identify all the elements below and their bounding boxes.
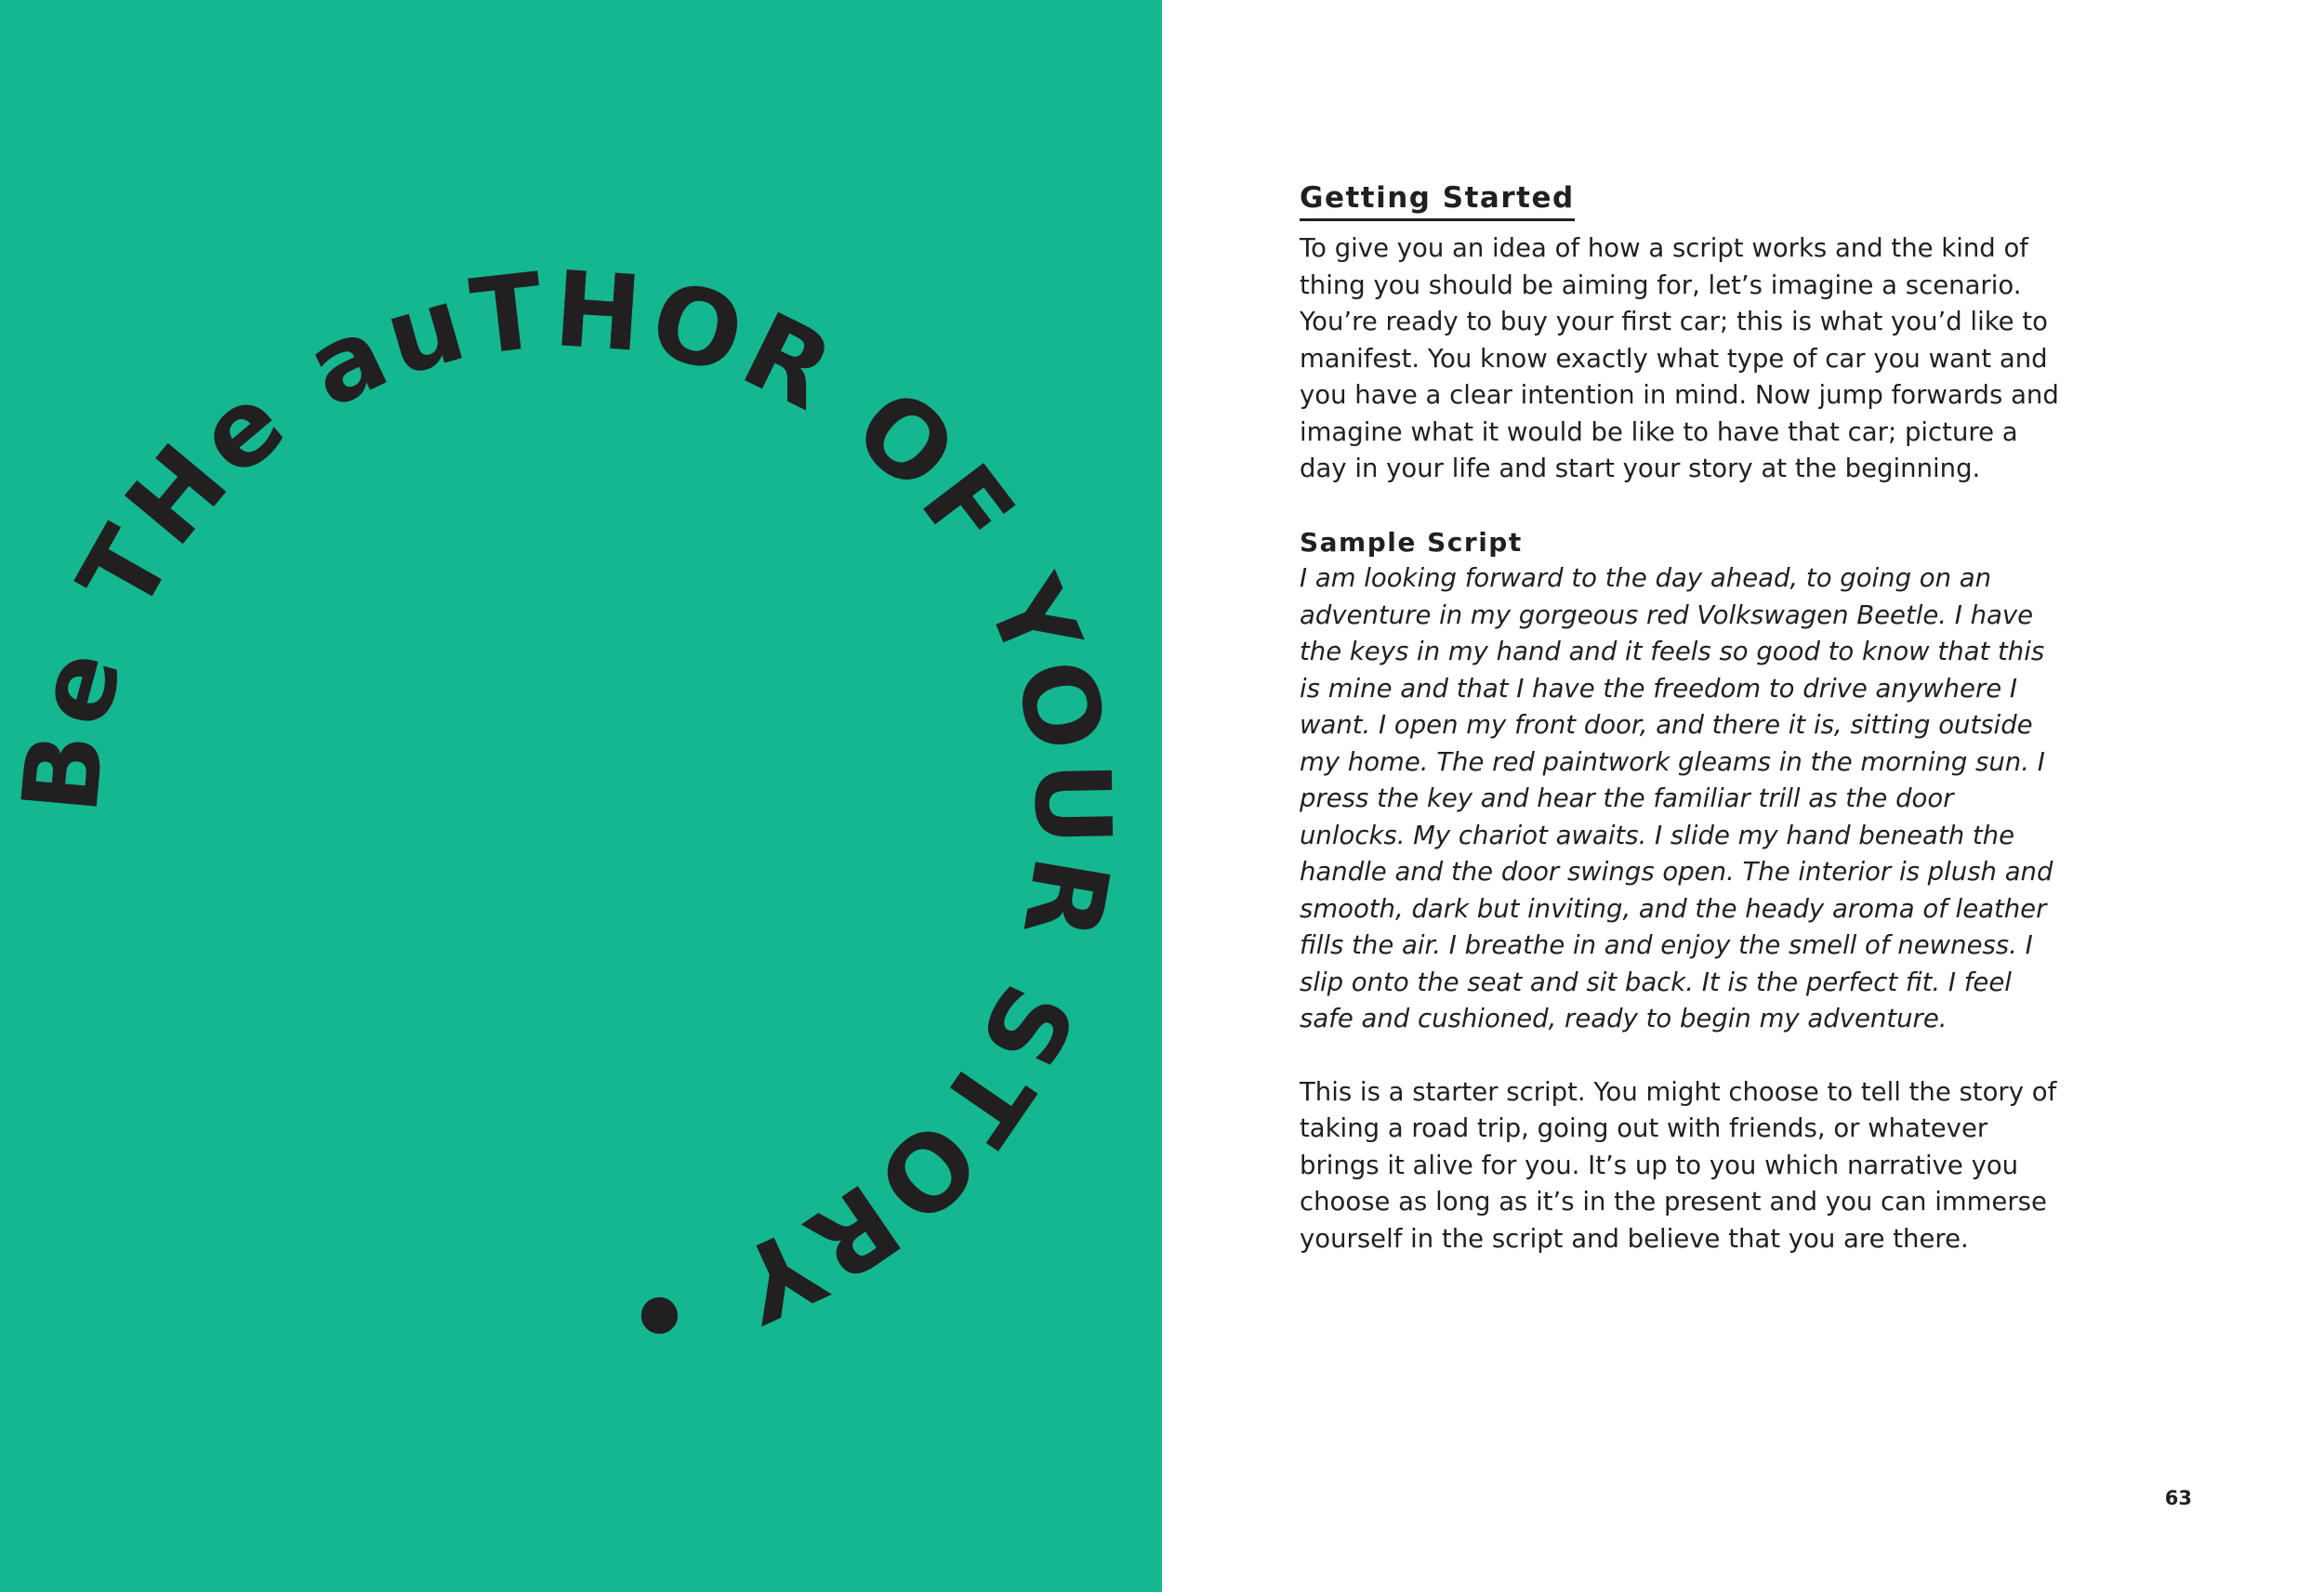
- sample-script-paragraph: I am looking forward to the day ahead, to going on an adventure in my gorgeous red Volkswagen Beetle. I have the keys in my hand and it feels so good to know that this is mine and that I have the freedom to drive anywhere I want. I open my front door, and there it is, sitting outside my home. The red paintwork gleams in the morning sun. I press the key and hear the familiar trill as the door unlocks. My chariot awaits. I slide my hand beneath the handle and the door swings open. The interior is plush and smooth, dark but inviting, and the heady aroma of leather fills the air. I breathe in and enjoy the smell of newness. I slip onto the seat and sit back. It is the perfect fit. I feel safe and cushioned, ready to begin my adventure.: [1300, 563, 2053, 1033]
- circular-title-text: [0, 249, 1132, 1378]
- page-number: 63: [2164, 1487, 2192, 1509]
- closing-paragraph: This is a starter script. You might choose to tell the story of taking a road trip, going out with friends, or whatever brings it alive for you. It’s up to you which narrative you choose as long as it’s in the present and you can immerse yourself in the script and believe that you are there.: [1300, 1076, 2057, 1254]
- intro-paragraph: To give you an idea of how a script works and the kind of thing you should be aiming for, let’s imagine a scenario. You’re ready to buy your first car; this is what you’d like to manifest. You know exactly what type of car you want and you have a clear intention in mind. Now jump forwards and imagine what it would be like to have that car; picture a day in your life and start your story at the beginning.: [1300, 233, 2059, 483]
- circular-title-path: Be THe auTHOR OF YOUR STORY •: [0, 249, 1133, 1379]
- sample-script-heading: Sample Script: [1300, 526, 1523, 558]
- page-content: [1300, 179, 2062, 1257]
- right-page-text: [1162, 0, 2324, 1592]
- section-heading: Getting Started: [1300, 179, 1575, 221]
